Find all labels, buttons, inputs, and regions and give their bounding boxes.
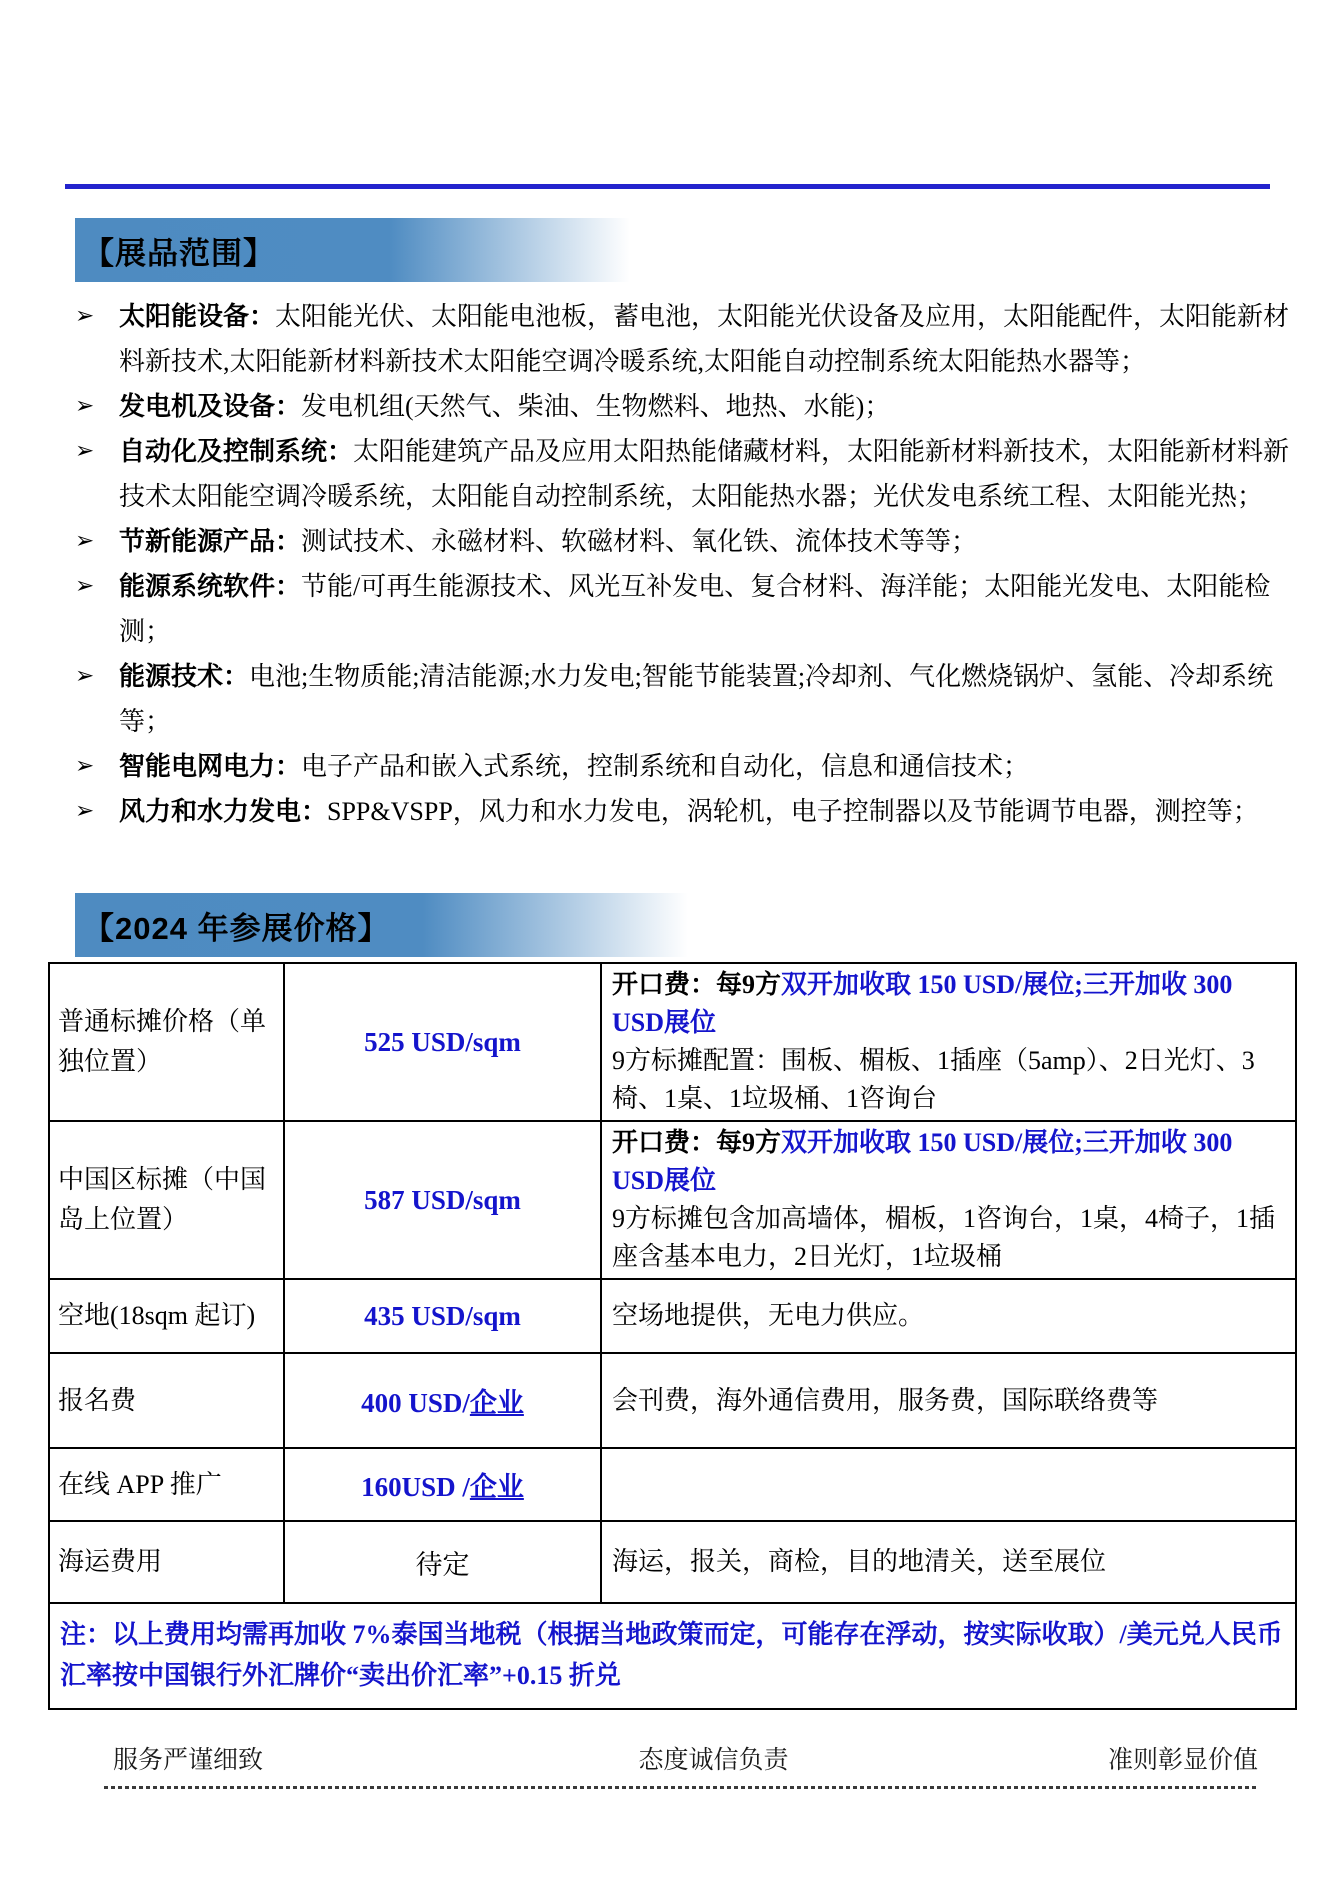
list-item	[75, 294, 1293, 384]
list-item-text: 太阳能光伏、太阳能电池板，蓄电池，太阳能光伏设备及应用，太阳能配件，太阳能新材料新技术,太阳能新材料新技术太阳能空调冷暖系统,太阳能自动控制系统太阳能热水器等；	[119, 302, 1290, 376]
footer-slogan-right: 准则彰显价值	[1107, 1747, 1258, 1774]
table-row	[49, 1279, 1296, 1353]
price-unit-underlined: 企业	[469, 1472, 524, 1502]
list-item-label: 风力和水力发电：	[119, 796, 328, 826]
booth-type-cell: 海运费用	[49, 1521, 284, 1603]
section-header-price	[75, 893, 707, 957]
list-item-text: 电池;生物质能;清洁能源;水力发电;智能节能装置;冷却剂、气化燃烧锅炉、氢能、冷却系统等；	[119, 662, 1274, 736]
table-row	[49, 1121, 1296, 1279]
arrow-bullet-icon: ➢	[75, 303, 95, 329]
price-cell: 待定	[284, 1521, 601, 1603]
fee-text-black: 开口费：每9方	[612, 970, 782, 999]
list-item-text: 太阳能建筑产品及应用太阳热能储藏材料，太阳能新材料新技术，太阳能新材料新技术太阳能空调冷暖系统，太阳能自动控制系统，太阳能热水器；光伏发电系统工程、太阳能光热；	[119, 437, 1290, 511]
table-row	[49, 1353, 1296, 1448]
list-item-text: 测试技术、永磁材料、软磁材料、氧化铁、流体技术等等；	[301, 527, 978, 556]
booth-config-text: 9方标摊包含加高墙体，楣板，1咨询台，1桌，4椅子，1插座含基本电力，2日光灯，1垃圾桶	[612, 1204, 1276, 1271]
booth-type-cell: 报名费	[49, 1353, 284, 1448]
price-cell: 525 USD/sqm	[284, 963, 601, 1121]
footer-slogan-center: 态度诚信负责	[638, 1747, 789, 1774]
list-item	[75, 564, 1293, 654]
list-item-label: 智能电网电力：	[119, 751, 302, 781]
price-cell: 587 USD/sqm	[284, 1121, 601, 1279]
section-title-price: 【2024 年参展价格】	[83, 910, 390, 946]
tax-note-text: 注：以上费用均需再加收 7%泰国当地税（根据当地政策而定，可能存在浮动，按实际收取）/美元兑人民币汇率按中国银行外汇牌价“卖出价汇率”+0.15 折兑	[49, 1603, 1296, 1709]
fee-text-blue: 双开加收取 150 USD/展位;三开加收 300 USD展位	[612, 970, 1233, 1037]
description-cell	[601, 1448, 1296, 1521]
description-cell: 空场地提供，无电力供应。	[601, 1279, 1296, 1353]
footer-dashed-rule	[104, 1786, 1259, 1789]
description-cell: 会刊费，海外通信费用，服务费，国际联络费等	[601, 1353, 1296, 1448]
list-item-text: 电子产品和嵌入式系统，控制系统和自动化，信息和通信技术；	[301, 752, 1030, 781]
list-item-label: 节新能源产品：	[119, 526, 302, 556]
list-item	[75, 744, 1293, 789]
list-item-text: 节能/可再生能源技术、风光互补发电、复合材料、海洋能；太阳能光发电、太阳能检测；	[119, 572, 1271, 646]
footer-slogans	[48, 1740, 1260, 1776]
booth-type-cell: 在线 APP 推广	[49, 1448, 284, 1521]
price-cell: 435 USD/sqm	[284, 1279, 601, 1353]
booth-type-cell: 中国区标摊（中国岛上位置）	[49, 1121, 284, 1279]
booth-config-text: 9方标摊配置：围板、楣板、1插座（5amp）、2日光灯、3椅、1桌、1垃圾桶、1咨询台	[612, 1046, 1255, 1113]
arrow-bullet-icon: ➢	[75, 393, 95, 419]
fee-text-black: 开口费：每9方	[612, 1128, 782, 1157]
table-note-row	[49, 1603, 1296, 1709]
arrow-bullet-icon: ➢	[75, 798, 95, 824]
exhibit-scope-list	[75, 294, 1293, 834]
table-row	[49, 1448, 1296, 1521]
booth-type-cell: 空地(18sqm 起订)	[49, 1279, 284, 1353]
price-cell	[284, 1448, 601, 1521]
list-item	[75, 789, 1293, 834]
list-item	[75, 384, 1293, 429]
list-item-label: 太阳能设备：	[119, 301, 276, 331]
list-item-label: 发电机及设备：	[119, 391, 302, 421]
arrow-bullet-icon: ➢	[75, 573, 95, 599]
price-text: 160USD /	[361, 1472, 470, 1502]
list-item	[75, 519, 1293, 564]
description-cell	[601, 963, 1296, 1121]
arrow-bullet-icon: ➢	[75, 438, 95, 464]
table-row	[49, 963, 1296, 1121]
top-horizontal-rule	[65, 184, 1270, 189]
price-unit-underlined: 企业	[469, 1388, 524, 1418]
section-header-exhibit-scope	[75, 218, 647, 282]
list-item	[75, 654, 1293, 744]
arrow-bullet-icon: ➢	[75, 528, 95, 554]
list-item-label: 能源系统软件：	[119, 571, 302, 601]
booth-type-cell: 普通标摊价格（单独位置）	[49, 963, 284, 1121]
list-item-label: 能源技术：	[119, 661, 250, 691]
list-item-label: 自动化及控制系统：	[119, 436, 354, 466]
footer-slogan-left: 服务严谨细致	[113, 1747, 264, 1774]
table-row	[49, 1521, 1296, 1603]
fee-text-blue: 双开加收取 150 USD/展位;三开加收 300 USD展位	[612, 1128, 1233, 1195]
arrow-bullet-icon: ➢	[75, 753, 95, 779]
list-item-text: 发电机组(天然气、柴油、生物燃料、地热、水能)；	[301, 392, 891, 421]
section-title-exhibit-scope: 【展品范围】	[83, 235, 275, 271]
description-cell: 海运，报关，商检，目的地清关，送至展位	[601, 1521, 1296, 1603]
list-item	[75, 429, 1293, 519]
price-table	[48, 962, 1297, 1710]
description-cell	[601, 1121, 1296, 1279]
arrow-bullet-icon: ➢	[75, 663, 95, 689]
price-text: 400 USD/	[361, 1388, 470, 1418]
list-item-text: SPP&VSPP，风力和水力发电，涡轮机，电子控制器以及节能调节电器，测控等；	[327, 797, 1259, 826]
price-cell	[284, 1353, 601, 1448]
